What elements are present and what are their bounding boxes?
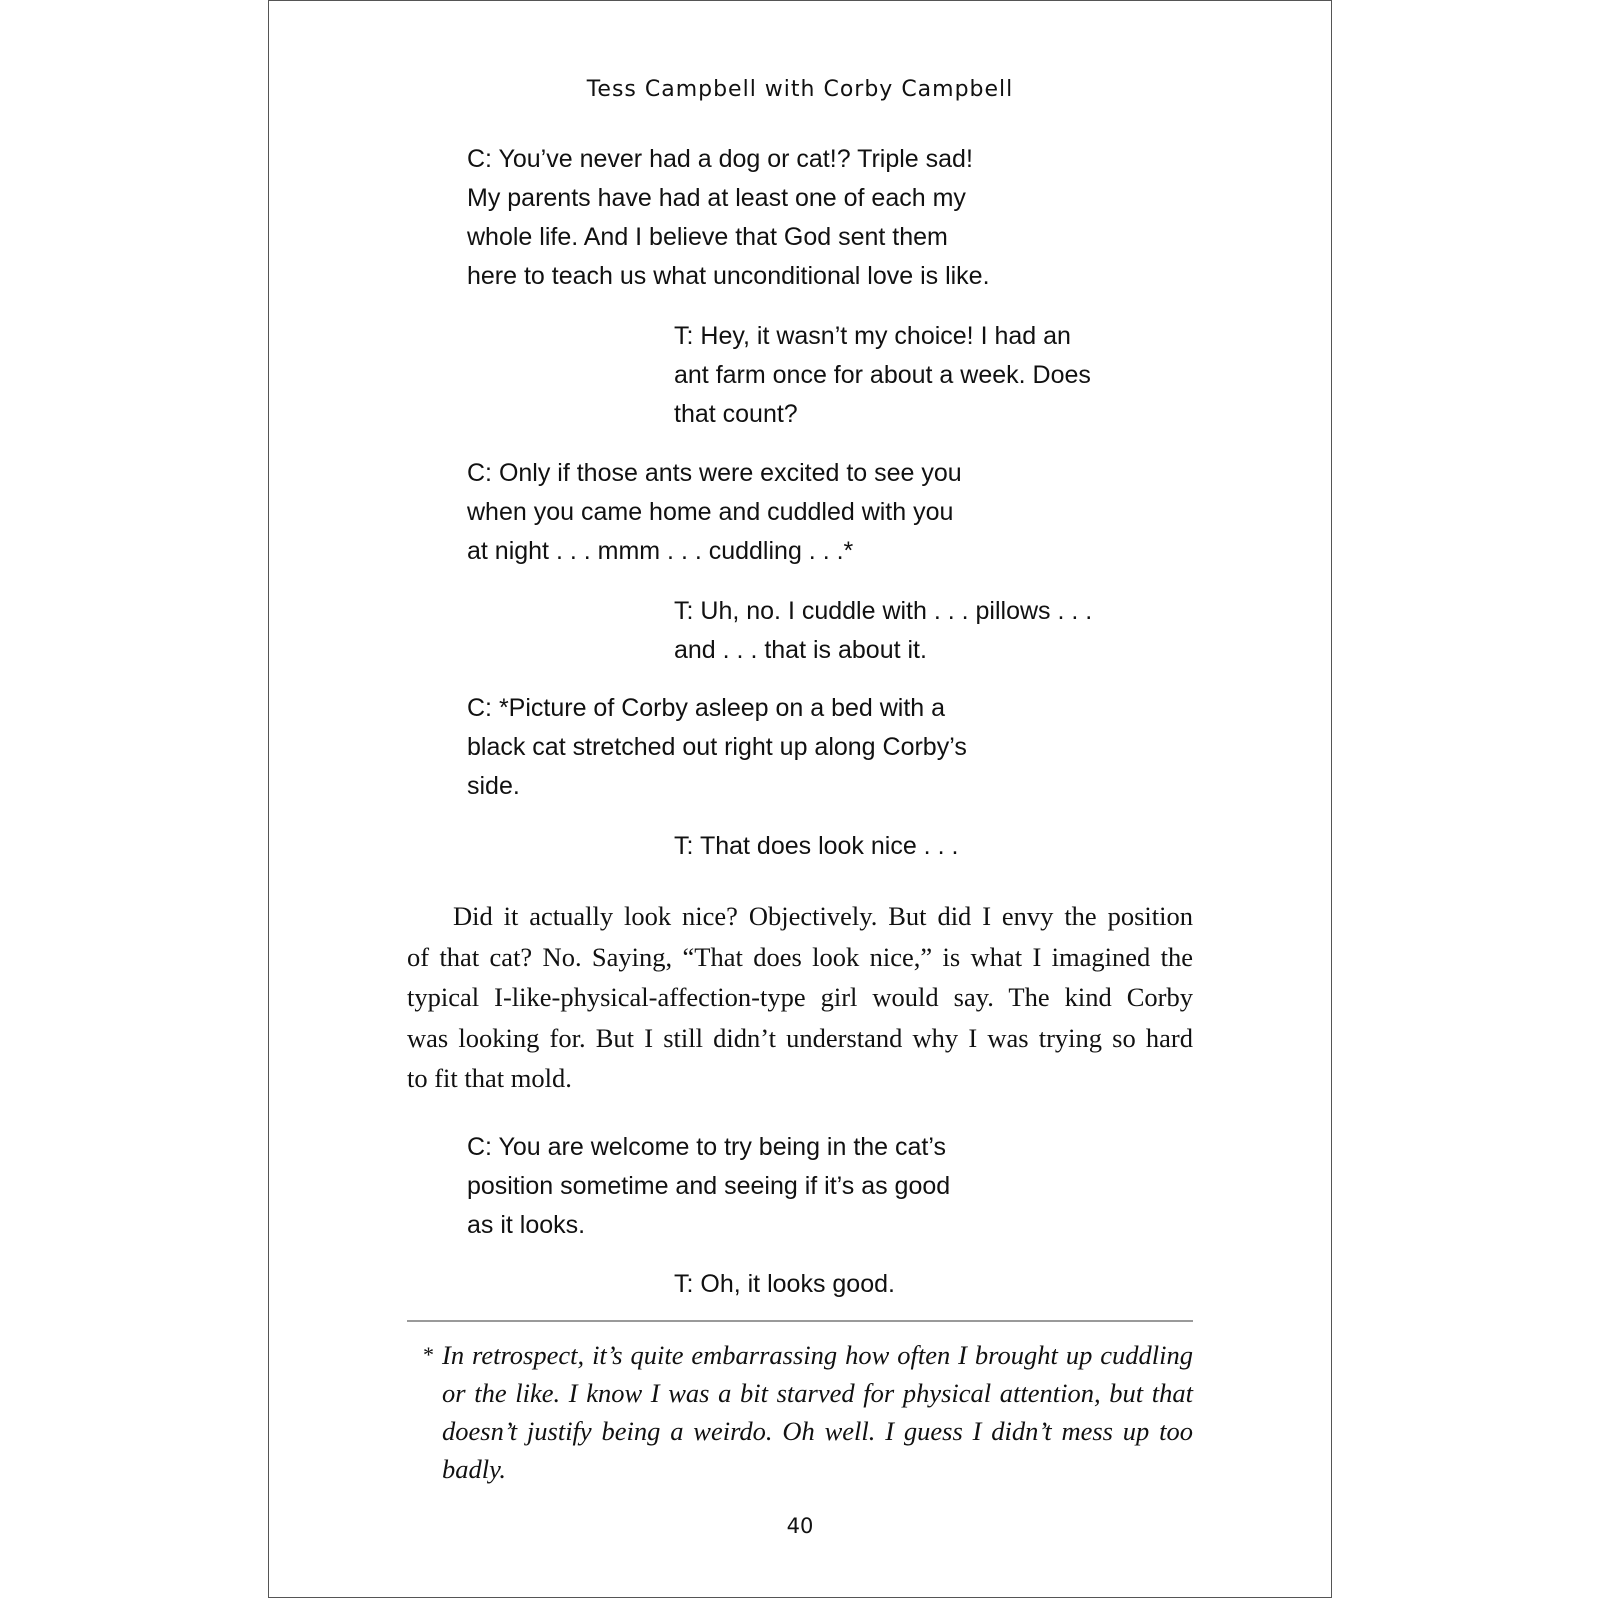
chat-line: black cat stretched out right up along Corby’s xyxy=(467,733,967,761)
book-page xyxy=(268,0,1332,1598)
footnote-line: or the like. I know I was a bit starved for physical attention, but that xyxy=(442,1378,1193,1408)
chat-message-c xyxy=(467,454,962,571)
paragraph-line: Did it actually look nice? Objectively. But did I envy the position xyxy=(453,901,1193,931)
chat-line: C: You are welcome to try being in the cat’s xyxy=(467,1133,946,1161)
running-head: Tess Campbell with Corby Campbell xyxy=(586,77,1014,102)
page-number: 40 xyxy=(786,1514,814,1538)
chat-line: ant farm once for about a week. Does xyxy=(674,361,1091,389)
chat-line: T: Hey, it wasn’t my choice! I had an xyxy=(674,322,1071,350)
chat-line: C: Only if those ants were excited to see you xyxy=(467,459,962,487)
chat-line: as it looks. xyxy=(467,1211,586,1239)
chat-line: whole life. And I believe that God sent them xyxy=(467,223,948,251)
footnote xyxy=(407,1336,1193,1488)
chat-line: C: You’ve never had a dog or cat!? Triple sad! xyxy=(467,145,973,173)
chat-line: side. xyxy=(467,772,520,800)
chat-line: and . . . that is about it. xyxy=(674,636,927,664)
footnote-line: In retrospect, it’s quite embarrassing how often I brought up cuddling xyxy=(442,1340,1193,1370)
footnote-body xyxy=(442,1336,1193,1488)
paragraph-line: was looking for. But I still didn’t understand why I was trying so hard xyxy=(407,1022,1193,1053)
paragraph-line: to fit that mold. xyxy=(407,1063,572,1093)
chat-line: C: *Picture of Corby asleep on a bed with a xyxy=(467,694,946,722)
footnote-marker: * xyxy=(423,1342,434,1367)
narrative-paragraph xyxy=(407,896,1193,1099)
footnote-line: badly. xyxy=(442,1454,507,1484)
chat-line: T: Oh, it looks good. xyxy=(674,1270,895,1298)
chat-message-c xyxy=(467,140,990,296)
footnote-divider xyxy=(407,1320,1193,1322)
chat-line: that count? xyxy=(674,400,798,428)
chat-message-t xyxy=(674,1265,895,1304)
chat-line: at night . . . mmm . . . cuddling . . .* xyxy=(467,537,854,565)
paragraph-line: typical I-like-physical-affection-type girl would say. The kind Corby xyxy=(407,982,1193,1012)
chat-line: when you came home and cuddled with you xyxy=(467,498,954,526)
chat-message-c xyxy=(467,1128,950,1245)
chat-line: here to teach us what unconditional love is like. xyxy=(467,262,990,290)
chat-line: T: That does look nice . . . xyxy=(674,832,959,860)
paragraph-line: of that cat? No. Saying, “That does look nice,” is what I imagined the xyxy=(407,941,1193,972)
chat-message-t xyxy=(674,827,958,866)
footnote-line: doesn’t justify being a weirdo. Oh well. I guess I didn’t mess up too xyxy=(442,1416,1193,1446)
chat-line: T: Uh, no. I cuddle with . . . pillows . . . xyxy=(674,597,1093,625)
chat-line: My parents have had at least one of each my xyxy=(467,184,966,212)
chat-line: position sometime and seeing if it’s as good xyxy=(467,1172,951,1200)
chat-message-t xyxy=(674,317,1091,434)
chat-message-c xyxy=(467,689,967,806)
chat-message-t xyxy=(674,592,1092,670)
